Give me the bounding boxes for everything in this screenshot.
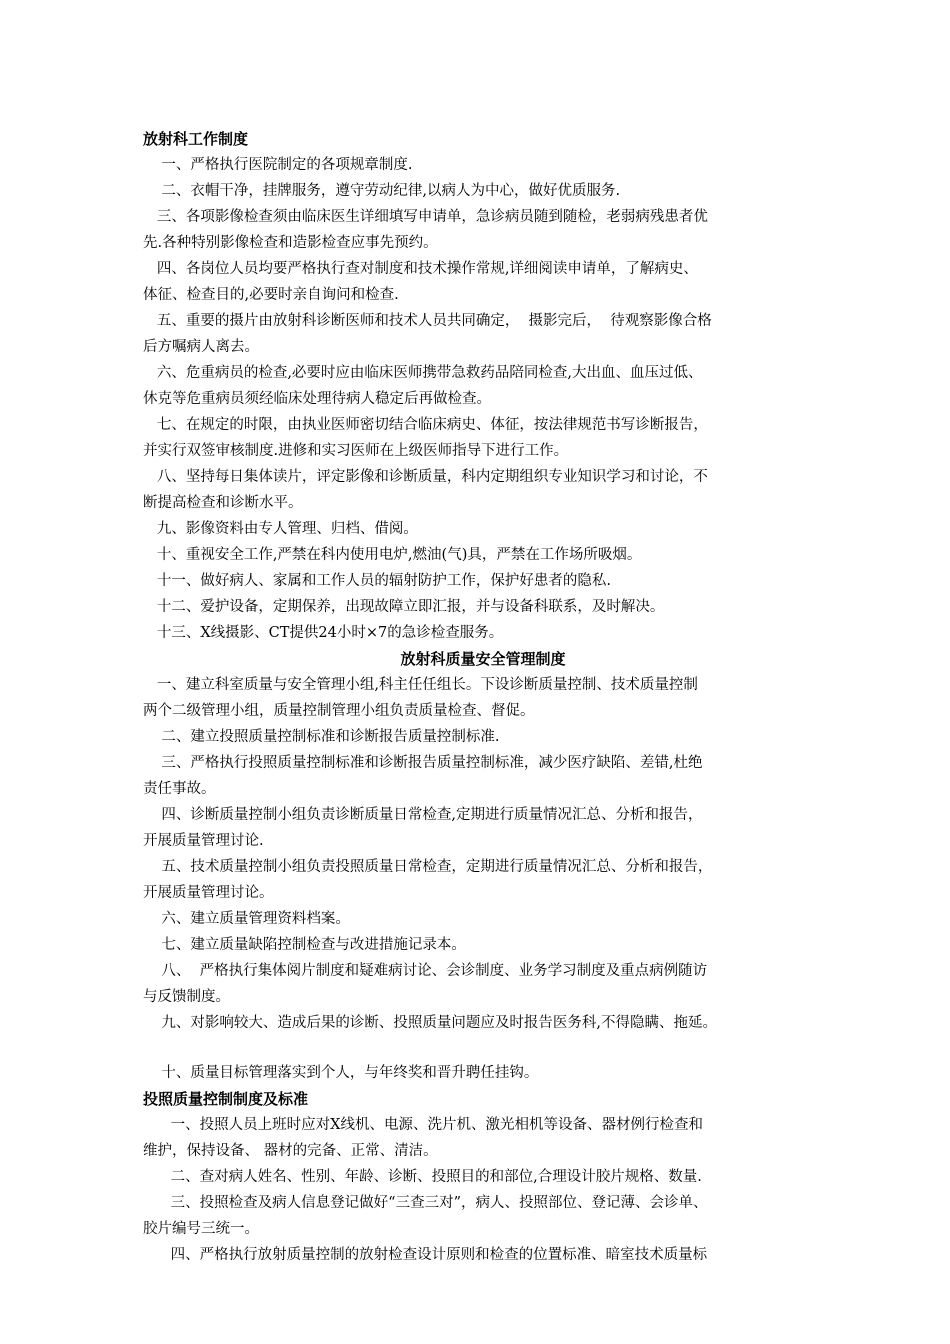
paragraph-line: 八、坚持每日集体读片，评定影像和诊断质量，科内定期组织专业知识学习和讨论，不 [143, 469, 708, 485]
paragraph-line: 并实行双签审核制度.进修和实习医师在上级医师指导下进行工作。 [143, 443, 569, 459]
rule-paragraph [143, 958, 823, 1010]
rule-paragraph [143, 256, 823, 308]
rule-paragraph [143, 568, 823, 594]
rule-paragraph [143, 308, 823, 360]
paragraph-line: 体征、检查目的,必要时亲自询问和检查. [143, 287, 399, 303]
rule-paragraph [143, 1112, 823, 1164]
rule-paragraph [143, 516, 823, 542]
section-exposure-quality-rules [143, 1086, 823, 1268]
rule-paragraph [143, 932, 823, 958]
rule-paragraph [143, 620, 823, 646]
paragraph-line: 六、建立质量管理资料档案。 [143, 911, 350, 927]
paragraph-line: 十、质量目标管理落实到个人，与年终奖和晋升聘任挂钩。 [143, 1065, 539, 1081]
section-heading: 放射科工作制度 [143, 130, 249, 148]
rule-paragraph [143, 204, 823, 256]
paragraph-line: 九、对影响较大、造成后果的诊断、投照质量问题应及时报告医务科,不得隐瞒、拖延。 [143, 1015, 718, 1031]
paragraph-line: 六、危重病员的检查,必要时应由临床医师携带急救药品陪同检查,大出血、血压过低、 [143, 365, 703, 381]
paragraph-line: 开展质量管理讨论。 [143, 885, 274, 901]
rule-paragraph [143, 906, 823, 932]
rule-paragraph [143, 464, 823, 516]
paragraph-line: 一、严格执行医院制定的各项规章制度. [143, 157, 413, 173]
paragraph-line: 维护，保持设备、 器材的完备、正常、清洁。 [143, 1143, 438, 1159]
rule-paragraph [143, 152, 823, 178]
paragraph-line: 四、严格执行放射质量控制的放射检查设计原则和检查的位置标准、暗室技术质量标 [143, 1247, 708, 1263]
paragraph-line: 三、严格执行投照质量控制标准和诊断报告质量控制标准，减少医疗缺陷、差错,杜绝 [143, 755, 703, 771]
paragraph-line: 二、衣帽干净，挂牌服务，遵守劳动纪律,以病人为中心，做好优质服务. [143, 183, 621, 199]
paragraph-line: 七、在规定的时限，由执业医师密切结合临床病史、体征，按法律规范书写诊断报告， [143, 417, 708, 433]
section-heading: 投照质量控制制度及标准 [143, 1090, 309, 1108]
section-quality-safety-rules [143, 646, 823, 1086]
paragraph-line: 七、建立质量缺陷控制检查与改进措施记录本。 [143, 937, 466, 953]
paragraph-line: 十、重视安全工作,严禁在科内使用电炉,燃油(气)具，严禁在工作场所吸烟。 [143, 547, 642, 563]
paragraph-line: 后方嘱病人离去。 [143, 339, 259, 355]
rule-paragraph [143, 802, 823, 854]
paragraph-line: 断提高检查和诊断水平。 [143, 495, 303, 511]
rule-paragraph [143, 1164, 823, 1190]
paragraph-line: 一、建立科室质量与安全管理小组,科主任任组长。下设诊断质量控制、技术质量控制 [143, 677, 698, 693]
paragraph-line: 十一、做好病人、家属和工作人员的辐射防护工作，保护好患者的隐私. [143, 573, 611, 589]
rule-paragraph [143, 750, 823, 802]
blank-line [143, 1036, 823, 1060]
paragraph-line: 休克等危重病员须经临床处理待病人稳定后再做检查。 [143, 391, 491, 407]
rule-paragraph [143, 1242, 823, 1268]
paragraph-line: 五、重要的摄片由放射科诊断医师和技术人员共同确定， 摄影完后， 待观察影像合格 [143, 313, 712, 329]
paragraph-line: 十三、X线摄影、CT提供24小时×7的急诊检查服务。 [143, 625, 504, 641]
document-body [143, 126, 823, 1268]
paragraph-line: 九、影像资料由专人管理、归档、借阅。 [143, 521, 418, 537]
section-heading: 放射科质量安全管理制度 [400, 650, 566, 668]
paragraph-line: 五、技术质量控制小组负责投照质量日常检查，定期进行质量情况汇总、分析和报告， [143, 859, 713, 875]
rule-paragraph [143, 672, 823, 724]
rule-paragraph [143, 178, 823, 204]
section-work-rules [143, 126, 823, 646]
paragraph-line: 三、投照检查及病人信息登记做好“三查三对”，病人、投照部位、登记薄、会诊单、 [143, 1195, 708, 1211]
paragraph-line: 开展质量管理讨论. [143, 833, 264, 849]
paragraph-line: 一、投照人员上班时应对X线机、电源、洗片机、激光相机等设备、器材例行检查和 [143, 1117, 703, 1133]
rule-paragraph [143, 360, 823, 412]
paragraph-line: 与反馈制度。 [143, 989, 230, 1005]
paragraph-line: 三、各项影像检查须由临床医生详细填写申请单，急诊病员随到随检，老弱病残患者优 [143, 209, 708, 225]
paragraph-line: 两个二级管理小组，质量控制管理小组负责质量检查、督促。 [143, 703, 535, 719]
rule-paragraph [143, 854, 823, 906]
paragraph-line: 八、 严格执行集体阅片制度和疑难病讨论、会诊制度、业务学习制度及重点病例随访 [143, 963, 708, 979]
paragraph-line: 胶片编号三统一。 [143, 1221, 259, 1237]
rule-paragraph [143, 1190, 823, 1242]
rule-paragraph [143, 1060, 823, 1086]
rule-paragraph [143, 594, 823, 620]
paragraph-line: 责任事故。 [143, 781, 216, 797]
paragraph-line: 四、各岗位人员均要严格执行查对制度和技术操作常规,详细阅读申请单，了解病史、 [143, 261, 698, 277]
paragraph-line: 先.各种特别影像检查和造影检查应事先预约。 [143, 235, 438, 251]
rule-paragraph [143, 412, 823, 464]
paragraph-line: 十二、爱护设备，定期保养，出现故障立即汇报，并与设备科联系，及时解决。 [143, 599, 665, 615]
paragraph-line: 四、诊断质量控制小组负责诊断质量日常检查,定期进行质量情况汇总、分析和报告， [143, 807, 703, 823]
rule-paragraph [143, 1010, 823, 1036]
rule-paragraph [143, 724, 823, 750]
rule-paragraph [143, 542, 823, 568]
paragraph-line: 二、建立投照质量控制标准和诊断报告质量控制标准. [143, 729, 500, 745]
paragraph-line: 二、查对病人姓名、性别、年龄、诊断、投照目的和部位,合理设计胶片规格、数量. [143, 1169, 702, 1185]
